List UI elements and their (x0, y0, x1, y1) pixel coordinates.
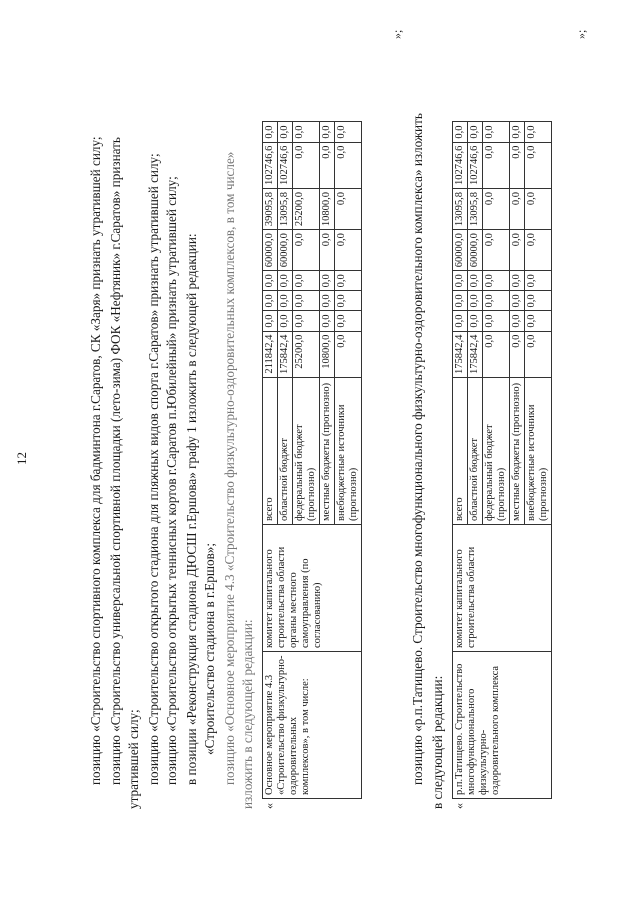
text-line: изложить в следующей редакции: (240, 619, 255, 809)
value-cell: 0,0 (468, 291, 483, 311)
value-cell: 60000,0 (453, 230, 468, 271)
value-cell: 0,0 (320, 122, 335, 142)
value-cell: 0,0 (525, 189, 552, 230)
value-cell: 0,0 (525, 122, 552, 142)
value-cell: 0,0 (483, 142, 510, 188)
value-cell: 0,0 (263, 122, 278, 142)
table-row (453, 122, 468, 799)
text-line: в позиции «Реконструкция стадиона ДЮСШ г.Ершова» графу 1 изложить в следующей редакции: (184, 233, 199, 785)
value-cell: 13095,8 (278, 189, 293, 230)
value-cell: 0,0 (510, 189, 525, 230)
value-cell: 0,0 (510, 271, 525, 291)
value-cell: 211842,4 (263, 331, 278, 377)
value-cell: 0,0 (335, 142, 362, 188)
value-cell: 0,0 (335, 311, 362, 331)
value-cell: 10800,0 (320, 189, 335, 230)
funding-source: федеральный бюджет (прогнозно) (483, 378, 510, 525)
value-cell: 0,0 (335, 291, 362, 311)
value-cell: 0,0 (263, 271, 278, 291)
text-line: позицию «Основное мероприятие 4.3 «Строительство физкультурно-оздоровительных комплексов, в том числе» (222, 151, 237, 785)
value-cell: 0,0 (278, 311, 293, 331)
close-quote: »; (390, 29, 404, 39)
value-cell: 102746,6 (468, 142, 483, 188)
value-cell: 0,0 (293, 311, 320, 331)
table-tatishchevo (452, 122, 552, 800)
text-line: утратившей силу; (126, 709, 141, 809)
text-line: позицию «Строительство спортивного комплекса для бадминтона г.Саратов, СК «Заря» признать утратившей силу; (88, 136, 103, 785)
value-cell: 0,0 (525, 311, 552, 331)
value-cell: 0,0 (483, 291, 510, 311)
value-cell: 0,0 (293, 271, 320, 291)
value-cell: 0,0 (293, 142, 320, 188)
value-cell: 25200,0 (293, 331, 320, 377)
value-cell: 0,0 (525, 331, 552, 377)
value-cell: 0,0 (335, 230, 362, 271)
value-cell: 25200,0 (293, 189, 320, 230)
value-cell: 0,0 (453, 311, 468, 331)
value-cell: 13095,8 (468, 189, 483, 230)
funding-source: внебюджетные источники (прогнозно) (335, 378, 362, 525)
value-cell: 0,0 (320, 311, 335, 331)
text-line: в следующей редакции: (430, 675, 445, 809)
value-cell: 0,0 (483, 271, 510, 291)
value-cell: 0,0 (320, 291, 335, 311)
value-cell: 0,0 (468, 122, 483, 142)
value-cell: 0,0 (483, 189, 510, 230)
open-quote: « (262, 803, 276, 809)
funding-source: местные бюджеты (прогнозно) (510, 378, 525, 525)
executor-cell (453, 525, 552, 652)
value-cell: 13095,8 (453, 189, 468, 230)
text-line: позицию «Строительство открытых теннисных кортов г.Саратов п.Юбилейный» признать утратившей силу; (164, 176, 179, 785)
value-cell: 0,0 (278, 271, 293, 291)
funding-source: федеральный бюджет (прогнозно) (293, 378, 320, 525)
value-cell: 0,0 (525, 230, 552, 271)
position-title: Основное мероприятие 4.3 «Строительство физкультурно-оздоровительных комплексов», в том числе: (263, 652, 362, 799)
text-line: позицию «Строительство универсальной спортивной площадки (лето-зима) ФОК «Нефтяник» г.Саратов» признать (108, 137, 123, 785)
value-cell: 0,0 (483, 331, 510, 377)
value-cell: 0,0 (510, 311, 525, 331)
value-cell: 0,0 (335, 271, 362, 291)
funding-source: областной бюджет (468, 378, 483, 525)
value-cell: 0,0 (335, 122, 362, 142)
text-line: «Строительство стадиона в г.Ершов»; (202, 542, 217, 755)
value-cell: 0,0 (335, 189, 362, 230)
value-cell: 39095,8 (263, 189, 278, 230)
funding-source: местные бюджеты (прогнозно) (320, 378, 335, 525)
value-cell: 0,0 (453, 122, 468, 142)
value-cell: 175842,4 (278, 331, 293, 377)
value-cell: 0,0 (468, 311, 483, 331)
executor: органы местного самоуправления (по согласованию) (288, 558, 323, 648)
table-row (263, 122, 278, 799)
funding-source: областной бюджет (278, 378, 293, 525)
value-cell: 0,0 (320, 271, 335, 291)
value-cell: 102746,6 (278, 142, 293, 188)
value-cell: 0,0 (525, 271, 552, 291)
value-cell: 0,0 (453, 291, 468, 311)
value-cell: 0,0 (263, 291, 278, 311)
value-cell: 10800,0 (320, 331, 335, 377)
value-cell: 175842,4 (468, 331, 483, 377)
value-cell: 0,0 (278, 291, 293, 311)
value-cell: 0,0 (525, 291, 552, 311)
text-line: позицию «р.п.Татищево. Строительство многофункционального физкультурно-оздоровительного комплекса» изложить (410, 113, 425, 785)
value-cell: 60000,0 (468, 230, 483, 271)
executor: комитет капитального строительства области (454, 546, 477, 648)
page-number: 12 (14, 452, 29, 465)
value-cell: 0,0 (293, 230, 320, 271)
funding-source: внебюджетные источники (прогнозно) (525, 378, 552, 525)
value-cell: 0,0 (263, 311, 278, 331)
funding-source: всего (263, 378, 278, 525)
open-quote: « (452, 803, 466, 809)
position-title: р.п.Татищево. Строительство многофункционального физкультурно-оздоровительного комплекса (453, 652, 552, 799)
value-cell: 60000,0 (278, 230, 293, 271)
value-cell: 0,0 (483, 230, 510, 271)
value-cell: 0,0 (320, 142, 335, 188)
value-cell: 0,0 (525, 142, 552, 188)
value-cell: 0,0 (293, 291, 320, 311)
executor-cell (263, 525, 362, 652)
value-cell: 0,0 (468, 271, 483, 291)
text-line: позицию «Строительство открытого стадиона для пляжных видов спорта г.Саратов» признать утратившей силу; (146, 153, 161, 785)
value-cell: 0,0 (278, 122, 293, 142)
value-cell: 175842,4 (453, 331, 468, 377)
value-cell: 0,0 (510, 230, 525, 271)
value-cell: 0,0 (510, 122, 525, 142)
funding-source: всего (453, 378, 468, 525)
value-cell: 0,0 (293, 122, 320, 142)
value-cell: 0,0 (510, 291, 525, 311)
value-cell: 0,0 (335, 331, 362, 377)
executor: комитет капитального строительства области (264, 546, 287, 648)
value-cell: 0,0 (453, 271, 468, 291)
value-cell: 0,0 (510, 142, 525, 188)
value-cell: 60000,0 (263, 230, 278, 271)
table-measure-4-3 (262, 122, 362, 800)
value-cell: 0,0 (320, 230, 335, 271)
value-cell: 0,0 (510, 331, 525, 377)
value-cell: 102746,6 (453, 142, 468, 188)
value-cell: 0,0 (483, 311, 510, 331)
value-cell: 0,0 (483, 122, 510, 142)
value-cell: 102746,6 (263, 142, 278, 188)
close-quote: »; (574, 29, 588, 39)
